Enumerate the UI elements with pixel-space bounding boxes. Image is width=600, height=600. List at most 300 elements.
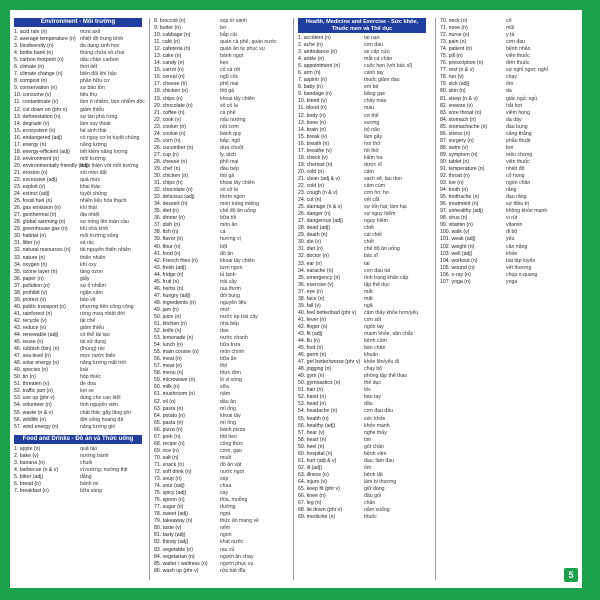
vocab-english: 34. dessert (n) [154, 201, 188, 208]
vocab-vietnamese: đường [220, 504, 236, 511]
vocab-english: 74. patient (n) [440, 46, 473, 53]
vocab-vietnamese: cơm, gạo [220, 447, 242, 454]
vocab-entry [154, 420, 282, 427]
vocab-entry [298, 486, 426, 493]
column-divider [293, 18, 294, 580]
vocab-english: 16. breath (n) [298, 140, 330, 147]
vocab-english: 43. fit (adj) [298, 330, 323, 337]
vocab-english: 50. gymnastics (n) [298, 380, 341, 387]
vocab-english: 54. headache (n) [298, 408, 338, 415]
vocab-english: 38. fish (n) [154, 229, 179, 236]
vocab-entry [154, 391, 282, 398]
vocab-vietnamese: mắt cá chân [364, 56, 393, 63]
vocab-entry [154, 166, 282, 173]
vocab-entry [14, 453, 142, 460]
vocab-english: 84. vegetarian (n) [154, 553, 195, 560]
vocab-english: 58. heart (n) [298, 436, 327, 443]
vocab-vietnamese: kẹt xe [80, 388, 94, 395]
vocab-english: 65. pasta (n) [154, 419, 184, 426]
vocab-english: 47. get better/worse (phr v) [298, 359, 361, 366]
vocab-vietnamese: sự nghỉ ngơi; nghỉ [506, 67, 548, 74]
vocab-vietnamese: vi rút [506, 215, 518, 222]
vocab-vietnamese: căng thẳng [506, 130, 532, 137]
vocab-entry [154, 561, 282, 568]
vocab-english: 3. biodiversity (n) [14, 43, 54, 50]
column-health [298, 18, 426, 521]
vocab-entry [154, 110, 282, 117]
vocab-entry [154, 300, 282, 307]
vocab-vietnamese: ngọt [220, 511, 231, 518]
vocab-vietnamese: cuộc hẹn (với bác sĩ) [364, 63, 413, 70]
vocab-english: 36. exercise (v) [298, 281, 334, 288]
vocab-entry [14, 311, 142, 318]
vocab-entry [440, 194, 568, 201]
vocab-entry [14, 488, 142, 495]
vocab-english: 10. cabbage (n) [154, 32, 191, 39]
vocab-entry [440, 138, 568, 145]
vocab-vietnamese: bánh ngọt [220, 53, 244, 60]
vocab-entry [154, 258, 282, 265]
vocab-english: 7. climate change (n) [14, 71, 63, 78]
vocab-english: 22. excessive (adj) [14, 176, 58, 183]
word-list-health-continued [440, 18, 568, 286]
vocab-vietnamese: em bé [364, 84, 379, 91]
vocab-vietnamese: năng lượng [80, 141, 107, 148]
vocab-entry [154, 117, 282, 124]
vocab-entry [154, 335, 282, 342]
vocab-vietnamese: cà phê [220, 109, 236, 116]
vocab-vietnamese: cay [220, 490, 229, 497]
vocab-english: 16. cereal (n) [154, 74, 185, 81]
vocab-entry [440, 110, 568, 117]
vocab-vietnamese: thịt [220, 363, 227, 370]
vocab-entry [14, 346, 142, 353]
vocab-vietnamese: sự bảo tồn [80, 85, 105, 92]
vocabulary-page [10, 10, 582, 588]
vocab-english: 81. tasty (adj) [154, 532, 186, 539]
vocab-english: 6. climate (n) [14, 64, 44, 71]
vocab-vietnamese: đau; làm đau [364, 457, 394, 464]
vocab-english: 2. bake (v) [14, 452, 39, 459]
vocab-entry [154, 67, 282, 74]
vocab-vietnamese: hơi thở [364, 140, 381, 147]
vocab-entry [154, 568, 282, 575]
vocab-english: 17. breathe (v) [298, 147, 332, 154]
vocab-vietnamese: kiểm tra [364, 154, 383, 161]
vocab-english: 94. tooth (n) [440, 187, 468, 194]
vocab-vietnamese: ngăn cấm [80, 289, 103, 296]
vocab-english: 57. meat (n) [154, 363, 182, 370]
vocab-vietnamese: môi trường [80, 155, 106, 162]
vocab-vietnamese: thịt gà [220, 173, 235, 180]
vocab-english: 44. fridge (n) [154, 271, 184, 278]
vocab-entry [298, 275, 426, 282]
vocab-english: 62. oil (n) [154, 398, 176, 405]
vocab-entry [440, 39, 568, 46]
vocab-vietnamese: ngón chân [506, 180, 531, 187]
vocab-entry [154, 539, 282, 546]
vocab-english: 45. fruit (n) [154, 278, 180, 285]
vocab-vietnamese: phô mai [220, 81, 239, 88]
vocab-entry [154, 96, 282, 103]
vocab-vietnamese: rau thơm [220, 285, 241, 292]
vocab-english: 29. greenhouse gas (n) [14, 226, 68, 233]
vocab-english: 18. energy-efficient (adj) [14, 148, 70, 155]
vocab-entry [14, 283, 142, 290]
vocab-vietnamese: quả táo [80, 445, 98, 452]
vocab-english: 86. stress (n) [440, 130, 471, 137]
vocab-entry [154, 511, 282, 518]
vocab-entry [154, 469, 282, 476]
vocab-vietnamese: rửa bát đĩa [220, 567, 246, 574]
vocab-english: 28. dead (adj) [298, 225, 331, 232]
vocab-english: 88. swim (v) [440, 144, 468, 151]
vocab-vietnamese: nhà bếp [220, 321, 239, 328]
vocab-english: 38. face (n) [298, 295, 325, 302]
vocab-english: 49. species (n) [14, 367, 49, 374]
vocab-vietnamese: đau bụng [506, 123, 528, 130]
vocab-vietnamese: gót chân [364, 443, 384, 450]
vocab-english: 54. lunch (n) [154, 342, 183, 349]
vocab-vietnamese: triệu chứng [506, 151, 533, 158]
vocab-english: 27. cup (n) [154, 151, 179, 158]
vocab-entry [154, 244, 282, 251]
vocab-vietnamese: đau răng [506, 194, 527, 201]
vocab-vietnamese: bài tập luyện [506, 257, 536, 264]
vocab-english: 33. nature (n) [14, 254, 46, 261]
vocab-entry [440, 74, 568, 81]
vocab-english: 43. reduce (v) [14, 324, 47, 331]
vocab-entry [440, 152, 568, 159]
vocab-english: 77. sugar (n) [154, 504, 184, 511]
vocab-vietnamese: làm ô nhiễm, làm nhiễm độc [80, 99, 145, 106]
vocab-vietnamese: tập thể dục [364, 281, 390, 288]
section-header-health: Health, Medicine and Exercise - Sức khỏe, Thuốc men và Thể dục [298, 18, 426, 33]
vocab-entry [298, 84, 426, 91]
vocab-english: 35. diet (n) [154, 208, 179, 215]
vocab-entry [154, 455, 282, 462]
vocab-entry [154, 532, 282, 539]
vocab-english: 49. jam (n) [154, 306, 179, 313]
vocab-vietnamese: sự ô nhiễm [80, 282, 106, 289]
vocab-english: 30. habitat (n) [14, 233, 47, 240]
vocab-vietnamese: tóc [364, 387, 371, 394]
vocab-english: 38. prohibit (v) [14, 289, 48, 296]
vocab-vietnamese: vết cắt [364, 197, 380, 204]
vocab-english: 90. tablet (n) [440, 158, 470, 165]
vocab-english: 61. mushroom (n) [154, 391, 195, 398]
vocab-entry [14, 402, 142, 409]
vocab-vietnamese: dùng cho can kiệt [80, 395, 121, 402]
vocab-vietnamese: khoai tây chiên [220, 180, 255, 187]
vocab-vietnamese: tầng ozon [80, 268, 103, 275]
vocab-vietnamese: phẫu thuật [506, 137, 531, 144]
vocab-english: 7. breakfast (n) [14, 487, 49, 494]
vocab-entry [440, 124, 568, 131]
vocab-english: 83. sore throat (n) [440, 109, 482, 116]
vocab-english: 99. vitamin (n) [440, 222, 473, 229]
vocab-english: 11. contaminate (v) [14, 99, 59, 106]
vocab-entry [440, 67, 568, 74]
vocab-entry [298, 155, 426, 162]
vocab-vietnamese: xương [364, 119, 380, 126]
vocab-english: 23. cough (n & v) [298, 190, 338, 197]
vocab-vietnamese: răng [506, 187, 517, 194]
vocab-english: 57. wind energy (n) [14, 423, 59, 430]
vocab-vietnamese: đầu bếp [220, 165, 239, 172]
vocab-english: 8. broccoli (n) [154, 18, 186, 24]
vocab-entry [298, 465, 426, 472]
vocab-vietnamese: phô mai [220, 158, 239, 165]
vocab-english: 73. soup (n) [154, 476, 182, 483]
vocab-vietnamese: da [506, 88, 512, 95]
vocab-vietnamese: rau củ [220, 546, 235, 553]
vocab-english: 69. medicine (n) [298, 514, 336, 521]
vocab-english: 64. injure (v) [298, 478, 327, 485]
vocab-english: 62. ill (adj) [298, 464, 322, 471]
vocab-entry [154, 222, 282, 229]
vocab-vietnamese: tai [364, 260, 370, 267]
vocab-entry [154, 173, 282, 180]
vocab-vietnamese: cơn đau tai [364, 267, 390, 274]
vocab-entry [440, 258, 568, 265]
vocab-vietnamese: có thể tái tạo [80, 332, 110, 339]
vocab-vietnamese: (thùng) rác [80, 346, 106, 353]
vocab-vietnamese: dược sĩ [364, 161, 382, 168]
vocab-vietnamese: dao [220, 328, 229, 335]
vocab-entry [298, 437, 426, 444]
vocab-vietnamese: nước chanh [220, 335, 248, 342]
vocab-english: 45. foot (n) [298, 345, 324, 352]
vocab-entry [154, 215, 282, 222]
vocab-vietnamese: lò vi sóng [220, 377, 242, 384]
vocab-english: 21. erosion (n) [14, 169, 48, 176]
vocab-entry [154, 272, 282, 279]
vocab-vietnamese: súp lơ xanh [220, 18, 248, 24]
vocab-vietnamese: thân thiện với môi trường [80, 162, 139, 169]
vocab-vietnamese: cơn đau [506, 39, 525, 46]
vocab-english: 14. candy (n) [154, 60, 185, 67]
vocab-entry [154, 342, 282, 349]
vocab-vietnamese: thuốc giảm đau [364, 77, 400, 84]
vocab-vietnamese: bàn chân [364, 345, 386, 352]
vocab-english: 56. meal (n) [154, 356, 182, 363]
vocab-entry [440, 187, 568, 194]
vocab-entry [154, 46, 282, 53]
vocab-entry [298, 183, 426, 190]
vocab-entry [440, 251, 568, 258]
vocab-entry [440, 60, 568, 67]
word-list-food [14, 446, 142, 495]
vocab-entry [154, 413, 282, 420]
vocab-english: 80. taste (v) [154, 525, 182, 532]
vocab-vietnamese: thể dục [364, 380, 382, 387]
vocab-english: 76. spoon (n) [154, 497, 185, 504]
vocab-entry [154, 554, 282, 561]
vocab-english: 35. ozone layer (n) [14, 268, 58, 275]
vocab-vietnamese: mì ống [220, 419, 236, 426]
vocab-entry [154, 384, 282, 391]
vocab-entry [14, 395, 142, 402]
vocab-vietnamese: bơi [506, 144, 514, 151]
vocab-entry [14, 184, 142, 191]
vocab-vietnamese: nhiệt độ [506, 165, 525, 172]
vocab-entry [154, 356, 282, 363]
vocab-english: 52. traffic jam (n) [14, 388, 53, 395]
vocab-vietnamese: nước ép trái cây [220, 313, 258, 320]
vocab-english: 78. sweet (adj) [154, 511, 189, 518]
vocab-entry [14, 78, 142, 85]
vocab-entry [154, 406, 282, 413]
vocab-entry [14, 114, 142, 121]
vocab-entry [14, 128, 142, 135]
vocab-english: 29. chef (n) [154, 165, 181, 172]
vocab-entry [14, 135, 142, 142]
vocab-entry [298, 458, 426, 465]
vocab-vietnamese: viêm họng [506, 109, 530, 116]
vocab-vietnamese: làm gãy [364, 133, 383, 140]
vocab-entry [14, 99, 145, 106]
vocab-vietnamese: xe cấp cứu [364, 49, 390, 56]
vocab-entry [298, 479, 426, 486]
vocab-vietnamese: quán ăn tự phục vụ [220, 46, 265, 53]
vocab-vietnamese: dầu ăn [220, 398, 236, 405]
vocab-english: 70. salt (n) [154, 454, 179, 461]
vocab-english: 55. health (n) [298, 415, 329, 422]
section-header-environment: Environment - Môi trường [14, 18, 142, 27]
vocab-vietnamese: nếm [220, 525, 231, 532]
vocab-vietnamese: giảm thiểu [80, 106, 104, 113]
vocab-english: 85. stomachache (n) [440, 123, 488, 130]
vocab-entry [154, 518, 282, 525]
vocab-entry [298, 49, 426, 56]
vocab-entry [14, 332, 142, 339]
vocab-vietnamese: khát nước [220, 539, 244, 546]
vocab-english: 37. pollution (n) [14, 282, 50, 289]
vocab-english: 15. carrot (n) [154, 67, 184, 74]
vocab-vietnamese: bệnh nhân [506, 46, 531, 53]
vocab-english: 69. rice (n) [154, 447, 179, 454]
vocab-entry [14, 460, 142, 467]
vocab-english: 15. ecosystem (n) [14, 127, 56, 134]
vocab-english: 79. sick (adj) [440, 81, 470, 88]
vocab-english: 106. x-ray (n) [440, 271, 471, 278]
vocab-entry [154, 229, 282, 236]
vocab-vietnamese: đe dọa [80, 381, 96, 388]
column-divider [435, 18, 436, 580]
vocab-entry [298, 141, 426, 148]
vocab-vietnamese: ly, tách [220, 151, 237, 158]
vocab-vietnamese: bột [220, 243, 228, 250]
vocab-english: 41. rainforest (n) [14, 310, 53, 317]
vocab-english: 47. hungry (adj) [154, 292, 191, 299]
vocab-english: 3. banana (n) [14, 459, 45, 466]
vocab-english: 5. appointment (n) [298, 63, 341, 70]
vocab-english: 44. flu (n) [298, 338, 320, 345]
vocab-vietnamese: biến đổi khí hậu [80, 71, 117, 78]
vocab-vietnamese: loài [80, 367, 89, 374]
vocab-vietnamese: đầu [364, 401, 373, 408]
vocab-english: 50. tin (n) [14, 374, 36, 381]
vocab-entry [440, 145, 568, 152]
vocab-entry [440, 88, 568, 95]
vocab-vietnamese: hộp thiếc [80, 374, 102, 381]
vocab-english: 101. weak (adj) [440, 236, 476, 243]
vocab-vietnamese: rừng mưa nhiệt đới [80, 310, 125, 317]
vocab-entry [14, 205, 142, 212]
vocab-vietnamese: hắt hơi [506, 102, 523, 109]
vocab-entry [440, 265, 568, 272]
vocab-vietnamese: tủ lạnh [220, 271, 236, 278]
vocab-entry [154, 434, 282, 441]
vocab-english: 10. bleed (v) [298, 98, 327, 105]
vocab-entry [298, 218, 426, 225]
vocab-english: 49. gym (n) [298, 373, 325, 380]
vocab-english: 103. well (adj) [440, 250, 473, 257]
vocab-vietnamese: mưa axit [80, 29, 101, 35]
vocab-english: 27. geothermal (n) [14, 212, 57, 219]
vocab-entry [154, 476, 282, 483]
vocab-english: 30. die (v) [298, 239, 322, 246]
vocab-vietnamese: cảm cúm [364, 182, 386, 189]
vocab-vietnamese: công thức [220, 440, 244, 447]
vocab-entry [154, 441, 282, 448]
vocab-entry [154, 399, 282, 406]
vocab-english: 39. protect (v) [14, 296, 47, 303]
vocab-entry [440, 32, 568, 39]
vocab-english: 9. conservation (n) [14, 85, 57, 92]
vocab-vietnamese: khuẩn [364, 352, 379, 359]
vocab-entry [298, 42, 426, 49]
vocab-english: 64. potato (n) [154, 412, 185, 419]
vocab-english: 18. chicken (n) [154, 88, 189, 95]
vocab-vietnamese: yếu [506, 236, 515, 243]
vocab-vietnamese: hít thở [364, 147, 379, 154]
vocab-entry [154, 525, 282, 532]
vocab-entry [298, 35, 426, 42]
vocab-english: 2. average temperature (n) [14, 36, 76, 43]
vocab-entry [440, 103, 568, 110]
vocab-english: 91. temperature (n) [440, 165, 485, 172]
vocab-entry [14, 353, 142, 360]
vocab-english: 77. rest (n & v) [440, 67, 475, 74]
vocab-english: 20. environmentally friendly (adj) [14, 162, 89, 169]
vocab-entry [14, 276, 142, 283]
vocab-english: 33. ear (n) [298, 260, 322, 267]
vocab-vietnamese: giảm thiểu [80, 324, 104, 331]
vocab-english: 42. French fries (n) [154, 257, 198, 264]
vocab-english: 85. waiter / waitress (n) [154, 560, 208, 567]
vocab-vietnamese: chết [364, 239, 374, 246]
vocab-english: 48. jogging (n) [298, 366, 332, 373]
vocab-english: 75. pill (n) [440, 53, 463, 60]
vocab-entry [154, 194, 282, 201]
vocab-vietnamese: tươi ngon [220, 264, 243, 271]
vocab-entry [14, 36, 142, 43]
vocab-vietnamese: mứt [220, 306, 230, 313]
vocab-entry [14, 71, 142, 78]
vocab-english: 2. ache (n) [298, 42, 323, 49]
vocab-english: 66. pizza (n) [154, 426, 183, 433]
vocab-vietnamese: nhiên liệu hóa thạch [80, 198, 127, 205]
vocab-entry [154, 279, 282, 286]
vocab-vietnamese: bữa sáng [80, 487, 102, 494]
vocab-english: 53. use up (phr v) [14, 395, 55, 402]
vocab-vietnamese: sự tàn phá rừng [80, 113, 118, 120]
vocab-vietnamese: khí oxy [80, 261, 97, 268]
vocab-vietnamese: tái sử dụng [80, 339, 106, 346]
vocab-vietnamese: đi bộ [506, 229, 518, 236]
